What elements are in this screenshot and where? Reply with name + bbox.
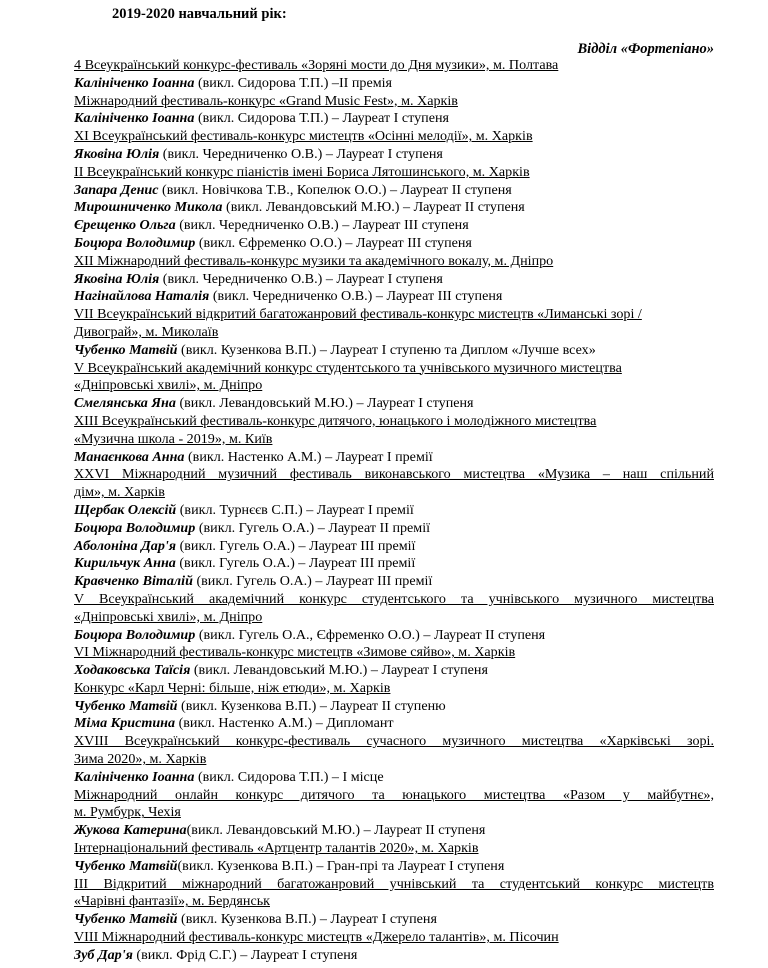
event-title-line: «Чарівні фантазії», м. Бердянськ [74, 893, 270, 910]
award-line [74, 288, 714, 306]
event-title-line: ІІ Всеукраїнський конкурс піаністів імені Бориса Лятошинського, м. Харків [74, 163, 530, 180]
event-title-line: Інтернаціональний фестиваль «Артцентр талантів 2020», м. Харків [74, 840, 479, 857]
student-name: Нагінайлова Наталія [74, 288, 210, 305]
student-name: Чубенко Матвій [74, 911, 178, 928]
award-detail: (викл. Кузенкова В.П.) – Гран-прі та Лауреат І ступеня [177, 857, 505, 874]
award-detail: (викл. Сидорова Т.П.) – Лауреат І ступеня [194, 110, 449, 127]
award-detail: (викл. Сидорова Т.П.) – І місце [194, 768, 384, 785]
award-line [74, 199, 714, 217]
event-title-line: ХІІ Міжнародний фестиваль-конкурс музики та академічного вокалу, м. Дніпро [74, 252, 554, 269]
award-line [74, 662, 714, 680]
student-name: Яковіна Юлія [74, 145, 160, 162]
student-name: Чубенко Матвій [74, 857, 178, 874]
award-line [74, 395, 714, 413]
event-title-line: V Всеукраїнський академічний конкурс студентського та учнівського музичного мистецтва [74, 359, 622, 376]
student-name: Калініченко Іоанна [74, 110, 195, 127]
award-detail: (викл. Гугель О.А.) – Лауреат ІІІ премії [176, 537, 416, 554]
student-name: Єрещенко Ольга [74, 217, 176, 234]
award-detail: (викл. Чередниченко О.В.) – Лауреат І ступеня [159, 270, 443, 287]
event-title-line: Зима 2020», м. Харків [74, 751, 207, 768]
student-name: Міма Кристина [74, 715, 176, 732]
student-name: Кирильчук Анна [74, 555, 176, 572]
award-line [74, 342, 714, 360]
event-title-line: дім», м. Харків [74, 484, 165, 501]
award-detail: (викл. Кузенкова В.П.) – Лауреат І ступеня [177, 911, 437, 928]
award-detail: (викл. Кузенкова В.П.) – Лауреат ІІ ступеню [177, 697, 446, 714]
award-detail: (викл. Гугель О.А.) – Лауреат ІІ премії [195, 519, 431, 536]
academic-year-heading: 2019-2020 навчальний рік: [112, 6, 287, 22]
event-title-line: VІІІ Міжнародний фестиваль-конкурс мистецтв «Джерело талантів», м. Пісочин [74, 929, 559, 946]
event-title-line: м. Румбурк, Чехія [74, 804, 181, 821]
award-detail: (викл. Єфременко О.О.) – Лауреат ІІІ ступеня [195, 234, 472, 251]
event-title-line: Міжнародний фестиваль-конкурс «Grand Music Fest», м. Харків [74, 92, 458, 109]
event-title-line: «Дніпровські хвилі», м. Дніпро [74, 377, 263, 394]
award-detail: (викл. Левандовський М.Ю.) – Лауреат І ступеня [190, 662, 488, 679]
student-name: Калініченко Іоанна [74, 74, 195, 91]
award-detail: (викл. Кузенкова В.П.) – Лауреат І ступеню та Диплом «Лучше всех» [177, 341, 596, 358]
event-title-line: Дивограй», м. Миколаїв [74, 323, 219, 340]
award-detail: (викл. Левандовський М.Ю.) – Лауреат ІІ ступеня [186, 822, 486, 839]
event-title-line: 4 Всеукраїнський конкурс-фестиваль «Зоряні мости до Дня музики», м. Полтава [74, 57, 559, 73]
award-line [74, 858, 714, 876]
student-name: Кравченко Віталій [74, 573, 193, 590]
student-name: Зуб Дар'я [74, 946, 133, 963]
award-line [74, 555, 714, 573]
award-detail: (викл. Гугель О.А.) – Лауреат ІІІ премії [175, 555, 416, 572]
award-line [74, 698, 714, 716]
award-line [74, 217, 714, 235]
award-line [74, 502, 714, 520]
event-title-line: Конкурс «Карл Черні: більше, ніж етюди», м. Харків [74, 679, 391, 696]
student-name: Щербак Олексій [74, 501, 177, 518]
event-title-line: ХІ Всеукраїнський фестиваль-конкурс мистецтв «Осінні мелодії», м. Харків [74, 128, 533, 145]
award-detail: (викл. Турнєєв С.П.) – Лауреат І премії [176, 501, 414, 518]
student-name: Калініченко Іоанна [74, 768, 195, 785]
event-title-line: XVIII Всеукраїнський конкурс-фестиваль сучасного музичного мистецтва «Харківські зорі. [74, 733, 714, 750]
award-detail: (викл. Новічкова Т.В., Копелюк О.О.) – Лауреат ІІ ступеня [158, 181, 512, 198]
event-title-line: VІ Міжнародний фестиваль-конкурс мистецтв «Зимове сяйво», м. Харків [74, 644, 516, 661]
student-name: Аболоніна Дар'я [74, 537, 177, 554]
award-line [74, 911, 714, 929]
student-name: Смелянська Яна [74, 395, 176, 412]
award-line [74, 449, 714, 467]
student-name: Ходаковська Таїсія [74, 662, 191, 679]
event-title-line: ІІІ Відкритий міжнародний багатожанровий учнівський та студентський конкурс мистецтв [74, 875, 714, 892]
student-name: Яковіна Юлія [74, 270, 160, 287]
student-name: Боцюра Володимир [74, 519, 196, 536]
award-line [74, 627, 714, 645]
event-title-line: VІІ Всеукраїнський відкритий багатожанровий фестиваль-конкурс мистецтв «Лиманські зорі / [74, 306, 642, 323]
award-detail: (викл. Гугель О.А.) – Лауреат ІІІ премії [192, 573, 433, 590]
student-name: Жукова Катерина [74, 822, 187, 839]
event-title-line: ХІІІ Всеукраїнський фестиваль-конкурс дитячого, юнацького і молодіжного мистецтва [74, 412, 597, 429]
award-line [74, 538, 714, 556]
award-detail: (викл. Сидорова Т.П.) –ІІ премія [194, 74, 393, 91]
award-line [74, 573, 714, 591]
award-line [74, 235, 714, 253]
award-line [74, 822, 714, 840]
student-name: Запара Денис [74, 181, 159, 198]
award-line [74, 146, 714, 164]
award-line [74, 715, 714, 733]
event-title-line: Міжнародний онлайн конкурс дитячого та юнацького мистецтва «Разом у майбутнє», [74, 786, 714, 803]
student-name: Манаєнкова Анна [74, 448, 185, 465]
award-detail: (викл. Фрід С.Г.) – Лауреат І ступеня [132, 946, 358, 963]
award-line [74, 110, 714, 128]
award-line [74, 182, 714, 200]
award-detail: (викл. Чередниченко О.В.) – Лауреат ІІІ ступеня [175, 217, 469, 234]
student-name: Боцюра Володимир [74, 234, 196, 251]
department-heading: Відділ «Фортепіано» [577, 41, 714, 57]
award-line [74, 75, 714, 93]
event-title-line: «Музична школа - 2019», м. Київ [74, 430, 273, 447]
student-name: Боцюра Володимир [74, 626, 196, 643]
award-line [74, 769, 714, 787]
student-name: Мирошниченко Микола [74, 199, 223, 216]
awards-list [74, 57, 714, 965]
award-line [74, 947, 714, 965]
award-detail: (викл. Гугель О.А., Єфременко О.О.) – Лауреат ІІ ступеня [195, 626, 546, 643]
award-detail: (викл. Левандовський М.Ю.) – Лауреат ІІ ступеня [222, 199, 525, 216]
student-name: Чубенко Матвій [74, 697, 178, 714]
award-detail: (викл. Настенко А.М.) – Лауреат І премії [184, 448, 433, 465]
award-line [74, 520, 714, 538]
event-title-line: V Всеукраїнський академічний конкурс студентського та учнівського музичного мистецтва [74, 590, 714, 607]
award-detail: (викл. Чередниченко О.В.) – Лауреат І ступеня [159, 145, 443, 162]
award-detail: (викл. Чередниченко О.В.) – Лауреат ІІІ ступеня [209, 288, 503, 305]
student-name: Чубенко Матвій [74, 341, 178, 358]
award-detail: (викл. Левандовський М.Ю.) – Лауреат І ступеня [175, 395, 474, 412]
event-title-line: ХХVІ Міжнародний музичний фестиваль виконавського мистецтва «Музика – наш спільний [74, 466, 714, 483]
award-line [74, 271, 714, 289]
event-title-line: «Дніпровські хвилі», м. Дніпро [74, 608, 263, 625]
award-detail: (викл. Настенко А.М.) – Дипломант [175, 715, 394, 732]
